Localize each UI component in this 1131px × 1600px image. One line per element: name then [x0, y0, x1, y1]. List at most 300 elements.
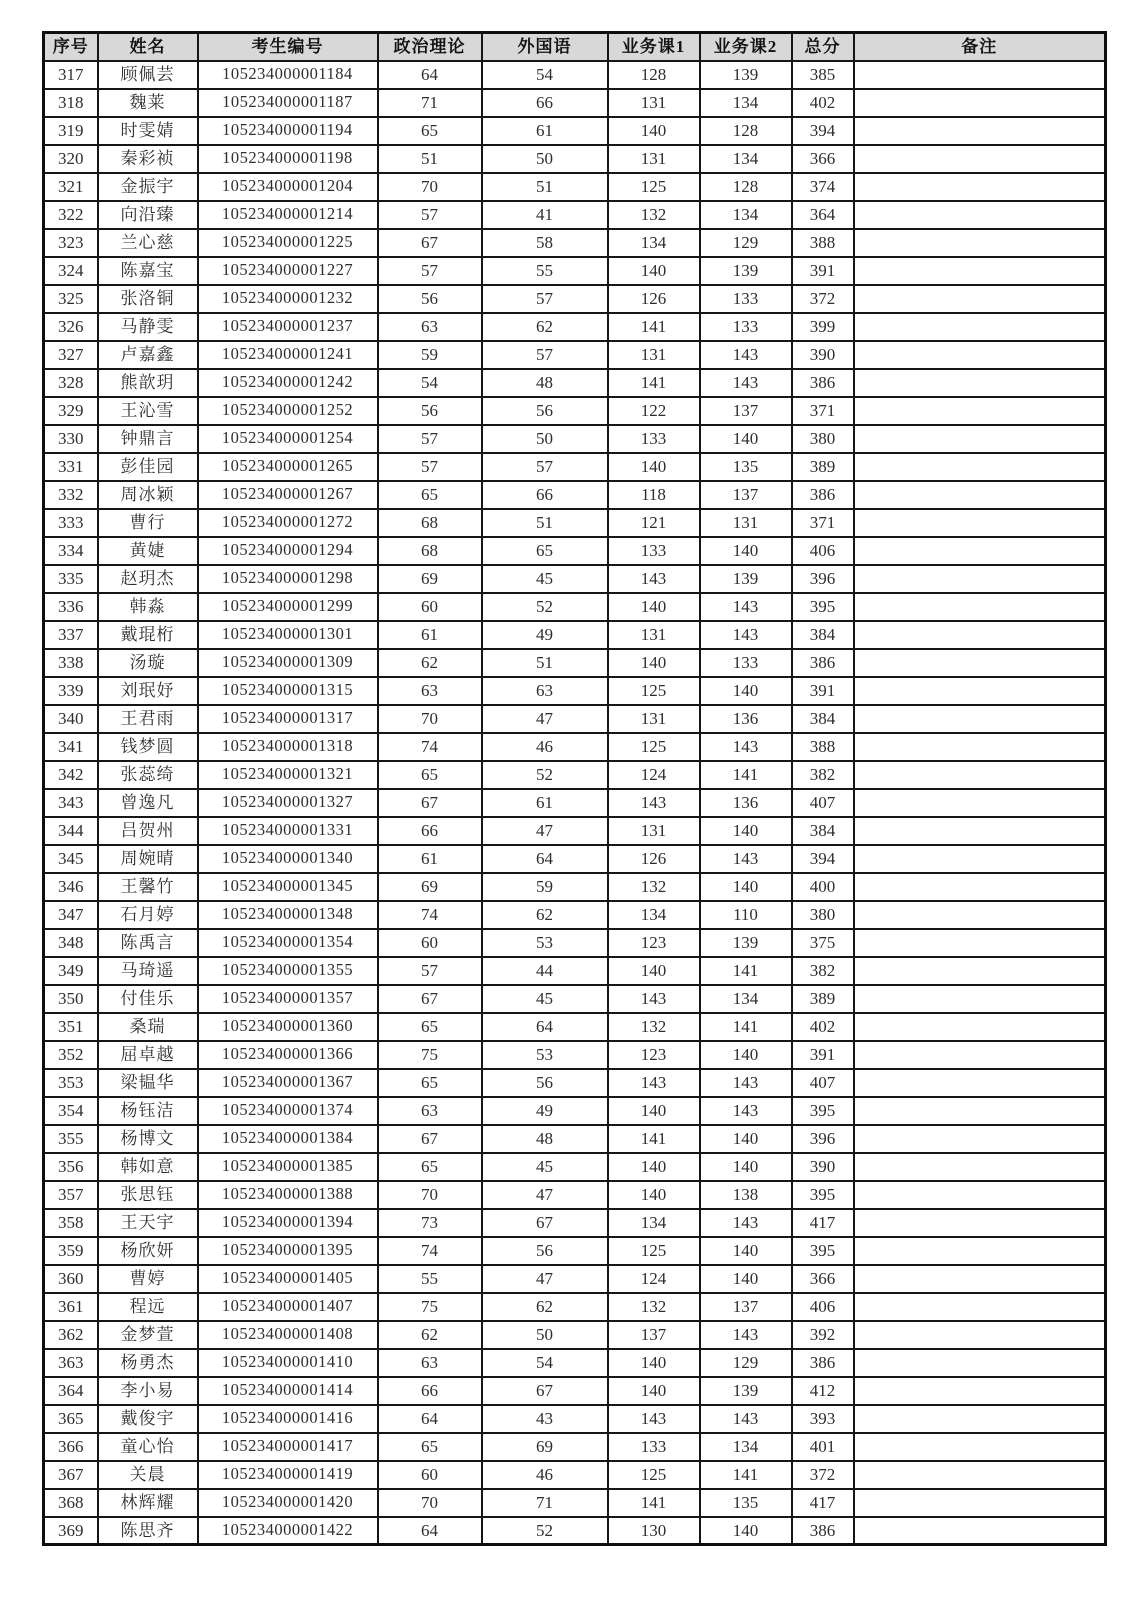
table-cell-foreign_language: 49: [482, 621, 608, 649]
table-cell-course2: 143: [700, 1209, 792, 1237]
table-cell-foreign_language: 69: [482, 1433, 608, 1461]
table-cell-name: 韩如意: [98, 1153, 198, 1181]
table-cell-total: 374: [792, 173, 854, 201]
table-cell-politics: 64: [378, 1517, 482, 1545]
table-cell-course1: 118: [608, 481, 700, 509]
table-cell-foreign_language: 58: [482, 229, 608, 257]
table-row: [44, 1153, 1106, 1181]
table-cell-total: 396: [792, 565, 854, 593]
table-cell-course1: 123: [608, 1041, 700, 1069]
table-cell-remark: [854, 61, 1106, 89]
table-cell-candidate_id: 105234000001385: [198, 1153, 378, 1181]
table-cell-total: 386: [792, 1517, 854, 1545]
table-cell-total: 417: [792, 1209, 854, 1237]
table-cell-name: 向沿臻: [98, 201, 198, 229]
table-cell-index: 341: [44, 733, 98, 761]
table-row: [44, 845, 1106, 873]
table-cell-course1: 122: [608, 397, 700, 425]
table-cell-foreign_language: 53: [482, 929, 608, 957]
table-cell-index: 365: [44, 1405, 98, 1433]
table-cell-foreign_language: 51: [482, 649, 608, 677]
table-cell-candidate_id: 105234000001417: [198, 1433, 378, 1461]
table-cell-politics: 71: [378, 89, 482, 117]
table-cell-politics: 66: [378, 817, 482, 845]
table-cell-politics: 67: [378, 229, 482, 257]
table-cell-foreign_language: 47: [482, 817, 608, 845]
table-cell-course1: 143: [608, 985, 700, 1013]
table-cell-course1: 140: [608, 1377, 700, 1405]
table-cell-name: 魏莱: [98, 89, 198, 117]
table-cell-name: 李小易: [98, 1377, 198, 1405]
table-cell-candidate_id: 105234000001345: [198, 873, 378, 901]
table-cell-total: 371: [792, 509, 854, 537]
table-cell-politics: 70: [378, 1181, 482, 1209]
table-cell-politics: 63: [378, 677, 482, 705]
table-cell-name: 钟鼎言: [98, 425, 198, 453]
table-cell-politics: 56: [378, 397, 482, 425]
table-cell-remark: [854, 1405, 1106, 1433]
table-cell-total: 393: [792, 1405, 854, 1433]
table-cell-course1: 125: [608, 1237, 700, 1265]
table-cell-course2: 133: [700, 649, 792, 677]
table-cell-total: 417: [792, 1489, 854, 1517]
table-cell-course2: 137: [700, 397, 792, 425]
table-cell-remark: [854, 789, 1106, 817]
table-cell-course2: 133: [700, 285, 792, 313]
table-row: [44, 1209, 1106, 1237]
table-cell-candidate_id: 105234000001265: [198, 453, 378, 481]
table-cell-foreign_language: 62: [482, 313, 608, 341]
table-cell-foreign_language: 64: [482, 1013, 608, 1041]
table-cell-index: 366: [44, 1433, 98, 1461]
table-cell-foreign_language: 57: [482, 341, 608, 369]
table-cell-name: 梁韫华: [98, 1069, 198, 1097]
table-cell-foreign_language: 63: [482, 677, 608, 705]
table-cell-index: 322: [44, 201, 98, 229]
table-row: [44, 201, 1106, 229]
table-cell-course2: 137: [700, 1293, 792, 1321]
table-cell-course1: 143: [608, 565, 700, 593]
table-cell-index: 329: [44, 397, 98, 425]
table-cell-course1: 131: [608, 89, 700, 117]
table-cell-index: 350: [44, 985, 98, 1013]
table-cell-foreign_language: 54: [482, 1349, 608, 1377]
table-row: [44, 481, 1106, 509]
table-cell-remark: [854, 397, 1106, 425]
table-cell-foreign_language: 55: [482, 257, 608, 285]
table-cell-foreign_language: 62: [482, 901, 608, 929]
table-cell-foreign_language: 53: [482, 1041, 608, 1069]
table-cell-course1: 134: [608, 229, 700, 257]
table-row: [44, 1069, 1106, 1097]
table-cell-index: 328: [44, 369, 98, 397]
table-cell-candidate_id: 105234000001242: [198, 369, 378, 397]
table-cell-course2: 143: [700, 1321, 792, 1349]
table-row: [44, 1181, 1106, 1209]
table-cell-course1: 125: [608, 173, 700, 201]
table-cell-foreign_language: 51: [482, 173, 608, 201]
table-cell-course1: 121: [608, 509, 700, 537]
table-cell-course2: 140: [700, 1125, 792, 1153]
table-row: [44, 369, 1106, 397]
table-cell-politics: 56: [378, 285, 482, 313]
table-cell-course1: 130: [608, 1517, 700, 1545]
table-cell-course1: 123: [608, 929, 700, 957]
table-cell-course2: 139: [700, 929, 792, 957]
table-row: [44, 1293, 1106, 1321]
table-cell-remark: [854, 1209, 1106, 1237]
table-cell-course2: 143: [700, 1069, 792, 1097]
table-cell-remark: [854, 229, 1106, 257]
table-cell-remark: [854, 733, 1106, 761]
table-cell-total: 388: [792, 733, 854, 761]
table-cell-total: 382: [792, 957, 854, 985]
table-cell-total: 412: [792, 1377, 854, 1405]
table-cell-name: 曹行: [98, 509, 198, 537]
table-cell-candidate_id: 105234000001366: [198, 1041, 378, 1069]
table-cell-index: 354: [44, 1097, 98, 1125]
table-cell-course1: 140: [608, 257, 700, 285]
table-cell-politics: 66: [378, 1377, 482, 1405]
table-cell-course2: 128: [700, 117, 792, 145]
table-cell-candidate_id: 105234000001348: [198, 901, 378, 929]
table-cell-politics: 74: [378, 901, 482, 929]
table-cell-name: 程远: [98, 1293, 198, 1321]
table-cell-remark: [854, 621, 1106, 649]
table-row: [44, 61, 1106, 89]
table-cell-politics: 57: [378, 201, 482, 229]
table-cell-name: 彭佳园: [98, 453, 198, 481]
table-cell-index: 349: [44, 957, 98, 985]
table-cell-course2: 141: [700, 1013, 792, 1041]
table-cell-index: 343: [44, 789, 98, 817]
table-cell-politics: 65: [378, 1069, 482, 1097]
table-cell-politics: 65: [378, 761, 482, 789]
table-cell-course1: 125: [608, 1461, 700, 1489]
table-cell-politics: 60: [378, 593, 482, 621]
table-cell-total: 407: [792, 1069, 854, 1097]
table-cell-course2: 140: [700, 677, 792, 705]
table-cell-course2: 134: [700, 1433, 792, 1461]
table-row: [44, 817, 1106, 845]
table-cell-candidate_id: 105234000001360: [198, 1013, 378, 1041]
table-cell-candidate_id: 105234000001357: [198, 985, 378, 1013]
table-cell-index: 330: [44, 425, 98, 453]
table-cell-remark: [854, 1181, 1106, 1209]
table-cell-remark: [854, 845, 1106, 873]
table-cell-remark: [854, 1461, 1106, 1489]
table-cell-candidate_id: 105234000001408: [198, 1321, 378, 1349]
table-row: [44, 537, 1106, 565]
table-cell-course2: 136: [700, 789, 792, 817]
table-cell-total: 391: [792, 1041, 854, 1069]
table-cell-index: 358: [44, 1209, 98, 1237]
table-row: [44, 509, 1106, 537]
table-cell-politics: 61: [378, 621, 482, 649]
table-cell-foreign_language: 46: [482, 1461, 608, 1489]
table-cell-candidate_id: 105234000001410: [198, 1349, 378, 1377]
table-cell-candidate_id: 105234000001309: [198, 649, 378, 677]
table-cell-course1: 128: [608, 61, 700, 89]
column-header-course1: 业务课1: [608, 33, 700, 61]
table-cell-remark: [854, 509, 1106, 537]
table-cell-politics: 65: [378, 1013, 482, 1041]
table-cell-candidate_id: 105234000001198: [198, 145, 378, 173]
table-cell-candidate_id: 105234000001227: [198, 257, 378, 285]
table-row: [44, 1377, 1106, 1405]
table-cell-politics: 60: [378, 929, 482, 957]
table-cell-index: 340: [44, 705, 98, 733]
table-cell-remark: [854, 313, 1106, 341]
table-cell-total: 380: [792, 425, 854, 453]
table-cell-course1: 140: [608, 649, 700, 677]
table-cell-name: 桑瑞: [98, 1013, 198, 1041]
table-cell-index: 342: [44, 761, 98, 789]
table-cell-foreign_language: 66: [482, 89, 608, 117]
table-cell-course1: 140: [608, 1097, 700, 1125]
table-cell-index: 357: [44, 1181, 98, 1209]
table-row: [44, 397, 1106, 425]
table-cell-name: 王沁雪: [98, 397, 198, 425]
table-cell-candidate_id: 105234000001394: [198, 1209, 378, 1237]
table-cell-candidate_id: 105234000001294: [198, 537, 378, 565]
table-cell-course2: 143: [700, 845, 792, 873]
table-row: [44, 1405, 1106, 1433]
table-cell-index: 364: [44, 1377, 98, 1405]
table-cell-total: 371: [792, 397, 854, 425]
table-row: [44, 173, 1106, 201]
table-cell-candidate_id: 105234000001232: [198, 285, 378, 313]
column-header-candidate_id: 考生编号: [198, 33, 378, 61]
table-cell-total: 366: [792, 1265, 854, 1293]
table-cell-total: 384: [792, 705, 854, 733]
table-cell-remark: [854, 593, 1106, 621]
table-row: [44, 1097, 1106, 1125]
table-row: [44, 285, 1106, 313]
table-cell-politics: 65: [378, 117, 482, 145]
table-cell-index: 367: [44, 1461, 98, 1489]
column-header-course2: 业务课2: [700, 33, 792, 61]
table-cell-course2: 139: [700, 257, 792, 285]
table-cell-course1: 141: [608, 1489, 700, 1517]
table-cell-foreign_language: 52: [482, 593, 608, 621]
table-cell-foreign_language: 45: [482, 985, 608, 1013]
table-row: [44, 117, 1106, 145]
table-cell-politics: 68: [378, 509, 482, 537]
table-cell-course1: 125: [608, 677, 700, 705]
table-cell-politics: 68: [378, 537, 482, 565]
table-cell-course1: 141: [608, 1125, 700, 1153]
table-cell-total: 380: [792, 901, 854, 929]
table-cell-course1: 134: [608, 1209, 700, 1237]
table-cell-total: 391: [792, 677, 854, 705]
table-cell-candidate_id: 105234000001388: [198, 1181, 378, 1209]
table-cell-total: 385: [792, 61, 854, 89]
table-cell-index: 355: [44, 1125, 98, 1153]
table-cell-remark: [854, 649, 1106, 677]
table-cell-total: 406: [792, 1293, 854, 1321]
table-cell-candidate_id: 105234000001395: [198, 1237, 378, 1265]
table-cell-candidate_id: 105234000001331: [198, 817, 378, 845]
table-row: [44, 565, 1106, 593]
table-cell-total: 364: [792, 201, 854, 229]
table-row: [44, 1517, 1106, 1545]
table-cell-politics: 70: [378, 1489, 482, 1517]
table-cell-politics: 63: [378, 313, 482, 341]
table-cell-remark: [854, 1433, 1106, 1461]
table-cell-name: 陈嘉宝: [98, 257, 198, 285]
table-cell-candidate_id: 105234000001254: [198, 425, 378, 453]
table-row: [44, 873, 1106, 901]
table-cell-index: 347: [44, 901, 98, 929]
table-cell-foreign_language: 66: [482, 481, 608, 509]
table-cell-foreign_language: 50: [482, 145, 608, 173]
table-row: [44, 453, 1106, 481]
table-cell-total: 395: [792, 593, 854, 621]
table-cell-name: 周冰颖: [98, 481, 198, 509]
table-cell-name: 王天宇: [98, 1209, 198, 1237]
table-cell-remark: [854, 453, 1106, 481]
table-row: [44, 1321, 1106, 1349]
table-cell-politics: 73: [378, 1209, 482, 1237]
table-cell-name: 关晨: [98, 1461, 198, 1489]
table-cell-name: 杨欣妍: [98, 1237, 198, 1265]
table-cell-index: 335: [44, 565, 98, 593]
table-cell-candidate_id: 105234000001414: [198, 1377, 378, 1405]
table-cell-remark: [854, 1237, 1106, 1265]
table-cell-course1: 132: [608, 1293, 700, 1321]
table-cell-foreign_language: 45: [482, 565, 608, 593]
table-cell-course1: 140: [608, 453, 700, 481]
table-cell-name: 杨钰洁: [98, 1097, 198, 1125]
table-cell-foreign_language: 52: [482, 1517, 608, 1545]
table-cell-index: 326: [44, 313, 98, 341]
table-cell-politics: 57: [378, 425, 482, 453]
table-cell-remark: [854, 425, 1106, 453]
table-cell-candidate_id: 105234000001241: [198, 341, 378, 369]
table-cell-total: 386: [792, 1349, 854, 1377]
table-cell-remark: [854, 201, 1106, 229]
table-cell-remark: [854, 677, 1106, 705]
table-cell-politics: 62: [378, 649, 482, 677]
table-cell-remark: [854, 257, 1106, 285]
table-row: [44, 705, 1106, 733]
table-cell-name: 刘珉妤: [98, 677, 198, 705]
table-cell-politics: 62: [378, 1321, 482, 1349]
table-cell-index: 332: [44, 481, 98, 509]
table-cell-politics: 51: [378, 145, 482, 173]
table-cell-foreign_language: 49: [482, 1097, 608, 1125]
table-cell-course2: 138: [700, 1181, 792, 1209]
table-cell-remark: [854, 705, 1106, 733]
table-cell-candidate_id: 105234000001374: [198, 1097, 378, 1125]
table-cell-foreign_language: 56: [482, 397, 608, 425]
table-cell-remark: [854, 1013, 1106, 1041]
table-row: [44, 1433, 1106, 1461]
table-cell-course2: 141: [700, 957, 792, 985]
table-cell-name: 林辉耀: [98, 1489, 198, 1517]
table-cell-candidate_id: 105234000001416: [198, 1405, 378, 1433]
table-cell-course2: 135: [700, 1489, 792, 1517]
table-cell-name: 顾佩芸: [98, 61, 198, 89]
table-cell-index: 320: [44, 145, 98, 173]
table-row: [44, 1237, 1106, 1265]
table-cell-total: 407: [792, 789, 854, 817]
table-cell-foreign_language: 59: [482, 873, 608, 901]
table-cell-remark: [854, 481, 1106, 509]
table-row: [44, 593, 1106, 621]
table-cell-course2: 140: [700, 537, 792, 565]
table-cell-politics: 75: [378, 1293, 482, 1321]
table-cell-index: 361: [44, 1293, 98, 1321]
table-cell-candidate_id: 105234000001214: [198, 201, 378, 229]
table-cell-foreign_language: 48: [482, 1125, 608, 1153]
table-cell-course1: 131: [608, 341, 700, 369]
table-cell-course2: 143: [700, 369, 792, 397]
table-cell-course2: 139: [700, 1377, 792, 1405]
column-header-remark: 备注: [854, 33, 1106, 61]
table-cell-total: 366: [792, 145, 854, 173]
table-cell-candidate_id: 105234000001317: [198, 705, 378, 733]
table-cell-remark: [854, 901, 1106, 929]
table-cell-candidate_id: 105234000001267: [198, 481, 378, 509]
table-cell-remark: [854, 173, 1106, 201]
table-cell-course2: 110: [700, 901, 792, 929]
table-row: [44, 677, 1106, 705]
table-cell-remark: [854, 341, 1106, 369]
table-cell-name: 付佳乐: [98, 985, 198, 1013]
table-cell-course2: 143: [700, 593, 792, 621]
table-cell-course2: 140: [700, 1041, 792, 1069]
table-cell-name: 童心怡: [98, 1433, 198, 1461]
table-cell-name: 张蕊绮: [98, 761, 198, 789]
table-cell-index: 321: [44, 173, 98, 201]
table-body: [44, 61, 1106, 1545]
table-cell-index: 336: [44, 593, 98, 621]
table-cell-index: 323: [44, 229, 98, 257]
table-cell-course1: 131: [608, 705, 700, 733]
table-cell-index: 360: [44, 1265, 98, 1293]
table-cell-index: 346: [44, 873, 98, 901]
table-cell-remark: [854, 1153, 1106, 1181]
table-cell-name: 曾逸凡: [98, 789, 198, 817]
table-row: [44, 985, 1106, 1013]
table-cell-foreign_language: 67: [482, 1209, 608, 1237]
table-cell-candidate_id: 105234000001367: [198, 1069, 378, 1097]
table-cell-politics: 69: [378, 873, 482, 901]
table-cell-name: 韩淼: [98, 593, 198, 621]
table-cell-name: 王馨竹: [98, 873, 198, 901]
table-row: [44, 1349, 1106, 1377]
table-cell-politics: 64: [378, 61, 482, 89]
table-cell-index: 362: [44, 1321, 98, 1349]
table-cell-course2: 134: [700, 89, 792, 117]
table-row: [44, 649, 1106, 677]
table-cell-remark: [854, 1069, 1106, 1097]
table-cell-foreign_language: 71: [482, 1489, 608, 1517]
table-cell-candidate_id: 105234000001237: [198, 313, 378, 341]
table-cell-politics: 64: [378, 1405, 482, 1433]
table-cell-candidate_id: 105234000001419: [198, 1461, 378, 1489]
table-cell-foreign_language: 47: [482, 705, 608, 733]
table-cell-name: 黄婕: [98, 537, 198, 565]
table-cell-name: 汤璇: [98, 649, 198, 677]
table-cell-course2: 135: [700, 453, 792, 481]
table-cell-course1: 131: [608, 621, 700, 649]
table-cell-candidate_id: 105234000001204: [198, 173, 378, 201]
table-cell-index: 359: [44, 1237, 98, 1265]
table-cell-course2: 140: [700, 425, 792, 453]
